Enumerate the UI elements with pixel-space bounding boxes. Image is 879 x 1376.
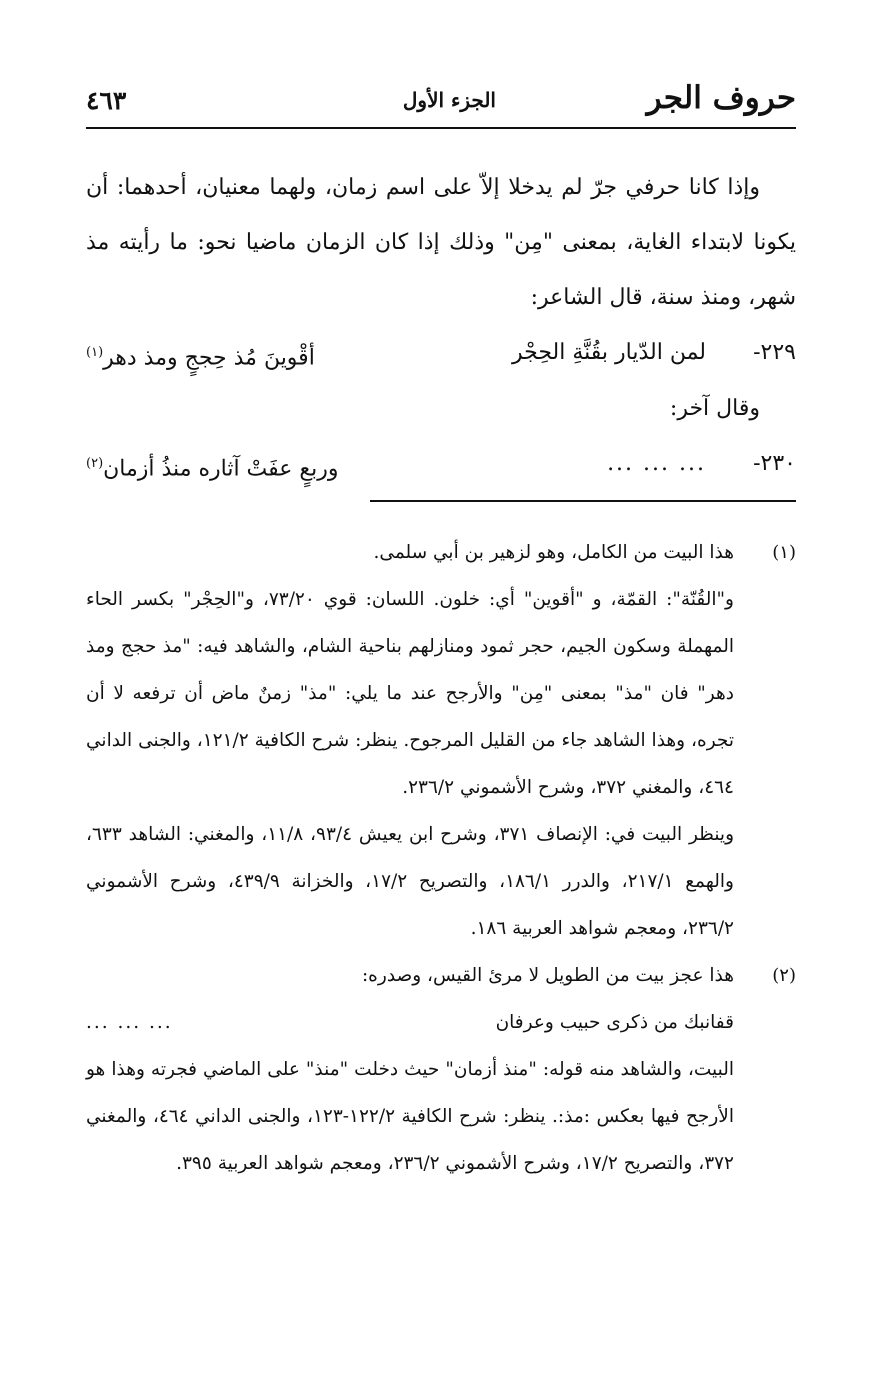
footnote-number: (٢) (772, 965, 796, 986)
footnotes (86, 529, 796, 1187)
footnote-verse (86, 999, 734, 1046)
footnote-paragraph: البيت، والشاهد منه قوله: "منذ أزمان" حيث دخلت "منذ" على الماضي فجرته وهذا هو الأرجح فيها بعكس :مذ:. ينظر: شرح الكافية ١٢٢/٢-١٢٣، والجنى الداني ٤٦٤، والمغني ٣٧٢، والتصريح ١٧/٢، وشرح الأشموني ٢٣٦/٢، ومعجم شواهد العربية ٣٩٥. (86, 1059, 734, 1174)
verse-229 (86, 325, 796, 381)
verse-ellipsis: ... ... ... (607, 451, 706, 476)
verse-ellipsis: ... ... ... (86, 1012, 173, 1033)
main-text (86, 160, 796, 492)
hemistich-text: أقْوينَ مُذ حِججٍ ومذ دهر (103, 345, 315, 371)
verse-230 (86, 436, 796, 492)
part-title: الجزء الأول (402, 88, 496, 112)
verse-second-hemistich (86, 325, 315, 386)
hemistich-text: وربعٍ عفَتْ آثاره منذُ أزمان (103, 456, 339, 482)
footnote-1 (86, 529, 796, 952)
footnote-ref: (١) (86, 345, 104, 360)
footnote-number: (١) (772, 542, 796, 563)
footnote-paragraph: وينظر البيت في: الإنصاف ٣٧١، وشرح ابن يعيش ٩٣/٤، ١١/٨، والمغني: الشاهد ٦٣٣، والهمع ٢١٧/١، والدرر ١٨٦/١، والتصريح ١٧/٢، والخزانة ٤٣٩/٩، وشرح الأشموني ٢٣٦/٢، ومعجم شواهد العربية ١٨٦. (86, 824, 734, 939)
footnote-paragraph: هذا عجز بيت من الطويل لا مرئ القيس، وصدره: (361, 965, 734, 986)
footnote-2 (86, 952, 796, 1187)
verse-first-hemistich: قفانبك من ذكرى حبيب وعرفان (495, 1012, 734, 1033)
footnote-separator (370, 500, 796, 502)
footnote-paragraph: و"القُنّة": القمّة، و "أقوين" أي: خلون. اللسان: قوي ٧٣/٢٠، و"الحِجْر" بكسر الحاء المهملة وسكون الجيم، حجر ثمود ومنازلهم بناحية الشام، والشاهد فيه: "مذ حجج ومذ دهر" فان "مذ" بمعنى "مِن" والأرجح عند ما يلي: "مذ" زمنٌ ماض أن ترفعه لا أن تجره، وهذا الشاهد جاء من القليل المرجوح. ينظر: شرح الكافية ١٢١/٢، والجنى الداني ٤٦٤، والمغني ٣٧٢، وشرح الأشموني ٢٣٦/٢. (86, 589, 734, 798)
chapter-title: حروف الجر (646, 80, 796, 116)
main-paragraph: وقال آخر: (669, 396, 760, 421)
verse-number: ٢٣٠- (753, 451, 796, 476)
verse-second-hemistich (86, 436, 339, 497)
page-number: ٤٦٣ (86, 86, 127, 115)
footnote-paragraph: هذا البيت من الكامل، وهو لزهير بن أبي سلمى. (373, 542, 734, 563)
main-paragraph: وإذا كانا حرفي جرّ لم يدخلا إلاّ على اسم زمان، ولهما معنيان، أحدهما: أن يكونا لابتداء الغاية، بمعنى "مِن" وذلك إذا كان الزمان ماضيا نحو: ما رأيته مذ شهر، ومنذ سنة، قال الشاعر: (86, 175, 796, 310)
header-rule (86, 127, 796, 129)
verse-number: ٢٢٩- (753, 340, 796, 365)
footnote-ref: (٢) (86, 456, 104, 471)
verse-first-hemistich: لمن الدّيار بقُنَّةِ الحِجْر (511, 340, 706, 365)
running-header (86, 80, 796, 126)
